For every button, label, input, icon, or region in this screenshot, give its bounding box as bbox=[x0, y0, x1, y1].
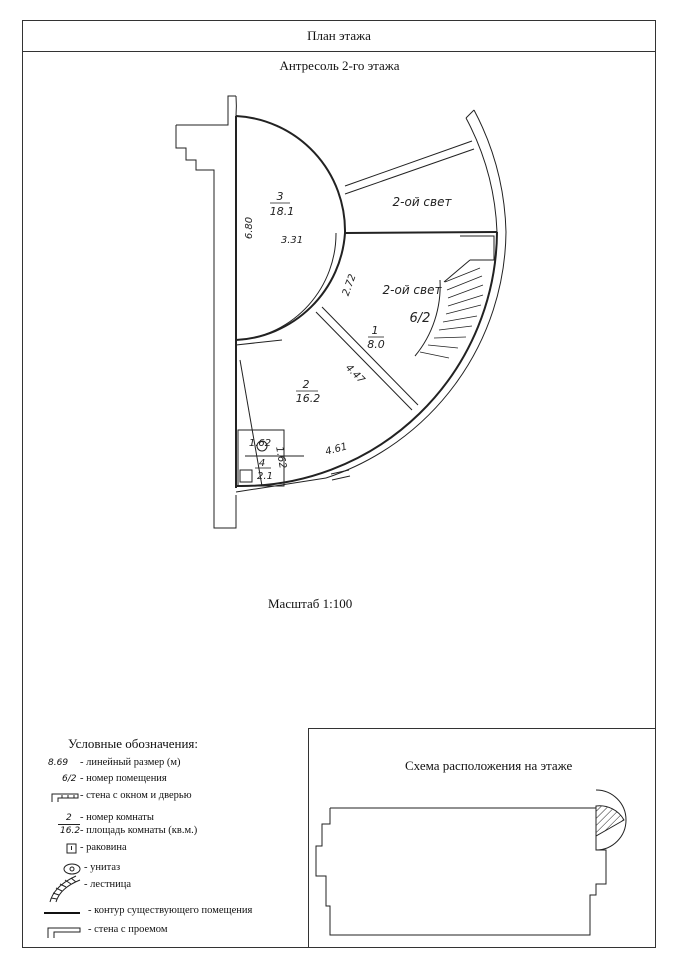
dim-1-62-a: 1.62 bbox=[248, 438, 272, 449]
legend-text-sink: - раковина bbox=[80, 842, 127, 853]
dim-6-80: 6.80 bbox=[244, 216, 255, 240]
room-3-number: 3 bbox=[276, 190, 284, 203]
legend-text-wall-window: - стена с окном и дверью bbox=[80, 790, 192, 801]
page-title: План этажа bbox=[307, 27, 371, 43]
room-2-area: 16.2 bbox=[295, 392, 321, 405]
room-label-second-light-b: 2-ой свет bbox=[382, 283, 442, 297]
legend-text-area: - площадь комнаты (кв.м.) bbox=[80, 825, 198, 836]
dim-4-61: 4.61 bbox=[324, 441, 349, 458]
legend-text-wall-opening: - стена с проемом bbox=[88, 924, 168, 935]
schema-title: Схема расположения на этаже bbox=[405, 758, 573, 773]
legend-text-toilet: - унитаз bbox=[84, 862, 121, 873]
legend-text-dimension: - линейный размер (м) bbox=[80, 757, 181, 768]
dim-2-72: 2.72 bbox=[340, 272, 359, 298]
dim-4-47: 4.47 bbox=[343, 362, 367, 386]
room-4-area: 2.1 bbox=[257, 471, 273, 482]
legend-symbol-area: 16.2 bbox=[60, 826, 81, 836]
room-label-second-light-a: 2-ой свет bbox=[392, 195, 452, 209]
room-2-number: 2 bbox=[302, 378, 310, 391]
scale-label: Масштаб 1:100 bbox=[268, 596, 353, 611]
dim-3-31: 3.31 bbox=[280, 235, 304, 246]
legend-text-room-no: - номер комнаты bbox=[80, 812, 154, 823]
legend-text-room-number: - номер помещения bbox=[80, 773, 167, 784]
dim-1-62-b: 1.62 bbox=[273, 445, 288, 470]
room-3-area: 18.1 bbox=[269, 205, 295, 218]
legend-text-staircase: - лестница bbox=[84, 879, 132, 890]
room-4-number: 4 bbox=[258, 458, 266, 469]
room-1-number: 1 bbox=[371, 324, 379, 337]
floor-title: Антресоль 2-го этажа bbox=[279, 58, 400, 73]
legend-title: Условные обозначения: bbox=[68, 736, 199, 751]
legend-symbol-room-number: 6/2 bbox=[62, 774, 77, 784]
legend-symbol-dimension: 8.69 bbox=[48, 758, 69, 768]
room-1-area: 8.0 bbox=[367, 338, 385, 351]
legend-symbol-room-no: 2 bbox=[66, 813, 72, 823]
legend-text-contour: - контур существующего помещения bbox=[88, 905, 253, 916]
room-label-6-2: 6/2 bbox=[409, 311, 431, 326]
